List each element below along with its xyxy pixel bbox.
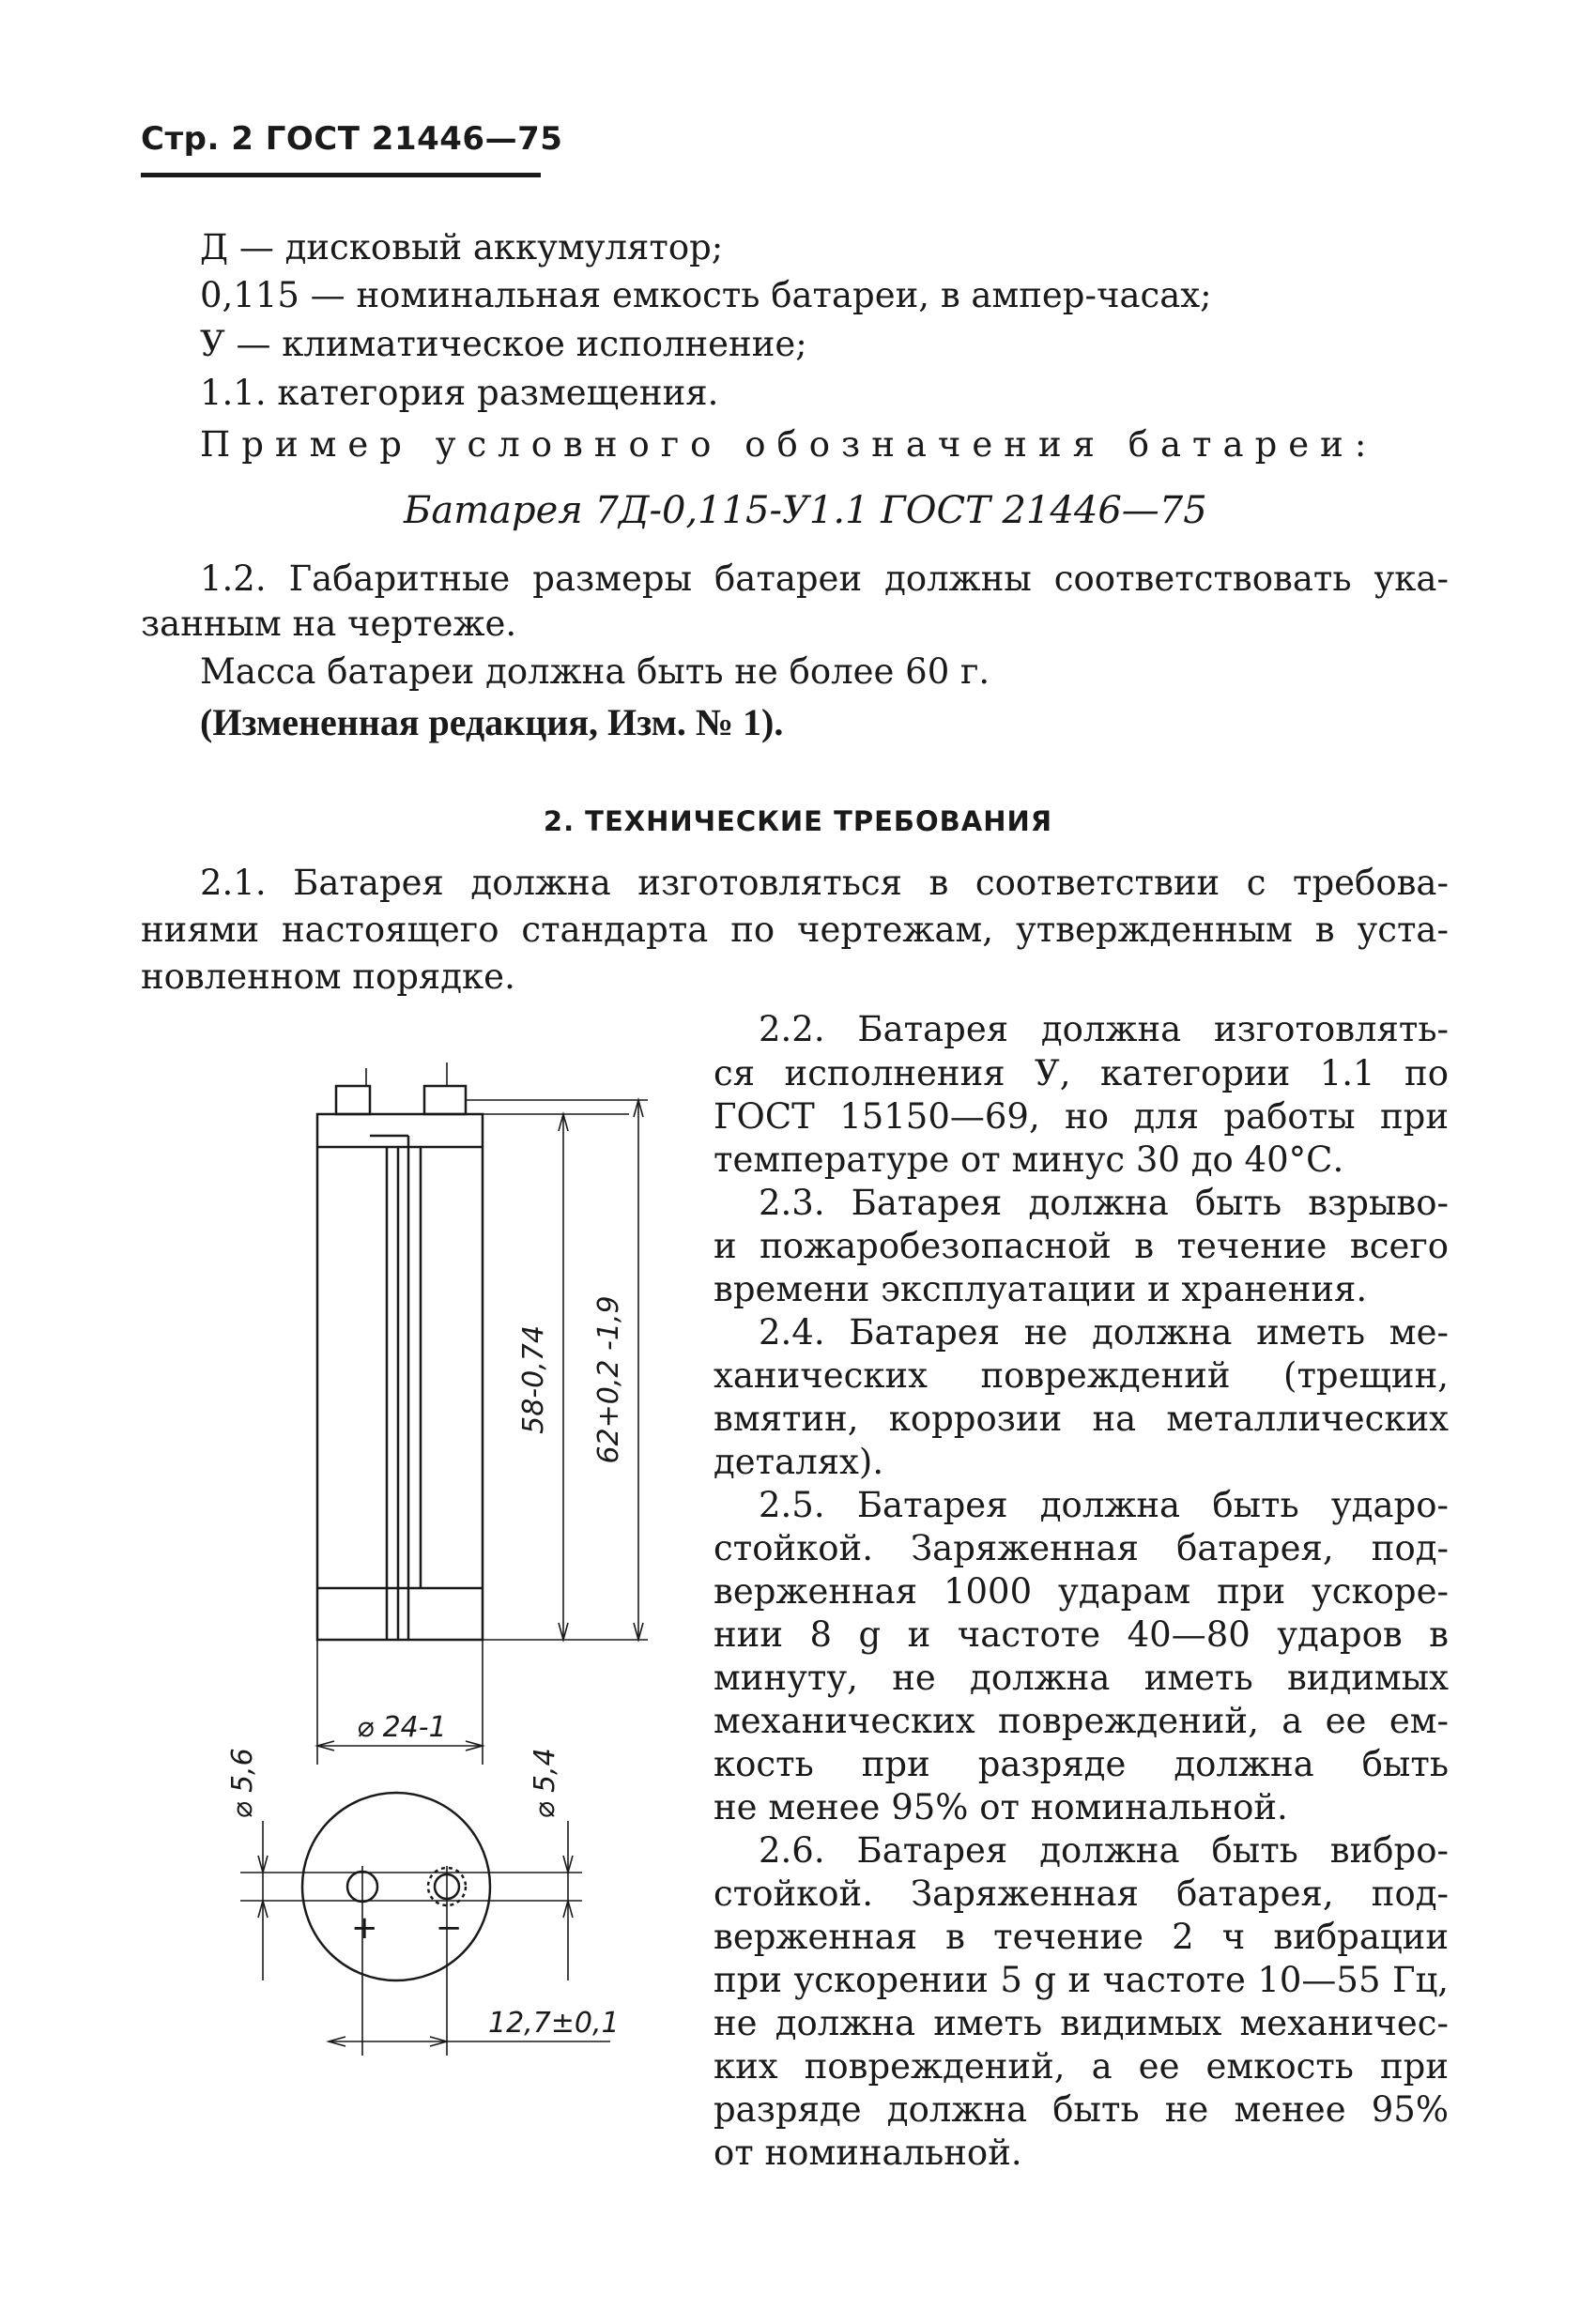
example-designation: Батарея 7Д-0,115-У1.1 ГОСТ 21446—75 — [404, 489, 1207, 532]
plus-sign: + — [351, 1909, 378, 1947]
right-line-0: 2.2. Батарея должна изготовлять- — [759, 1009, 1449, 1049]
right-line-17: кость при разряде должна быть — [714, 1744, 1449, 1784]
dim-d56: ⌀ 5,6 — [226, 1748, 259, 1819]
right-line-19: 2.6. Батарея должна быть вибро- — [759, 1830, 1449, 1871]
right-line-22: при ускорении 5 g и частоте 10—55 Гц, — [714, 1960, 1449, 2000]
page-header: Стр. 2 ГОСТ 21446—75 — [141, 120, 563, 158]
p12-line-1: 1.2. Габаритные размеры батареи должны соответствовать ука- — [200, 558, 1449, 599]
section-title: 2. ТЕХНИЧЕСКИЕ ТРЕБОВАНИЯ — [543, 805, 1053, 837]
right-line-21: верженная в течение 2 ч вибрации — [714, 1917, 1449, 1957]
example-label: Пример условного обозначения батареи: — [200, 424, 1378, 465]
minus-sign: − — [436, 1909, 463, 1947]
left-terminal — [336, 1086, 370, 1114]
right-line-9: вмятин, коррозии на металлических — [714, 1399, 1449, 1439]
dim-diameter: ⌀ 24-1 — [357, 1711, 447, 1744]
right-line-23: не должна иметь видимых механичес- — [714, 2003, 1449, 2043]
right-line-24: ких повреждений, а ее емкость при — [714, 2046, 1449, 2087]
right-line-12: стойкой. Заряженная батарея, под- — [714, 1528, 1449, 1568]
right-line-13: верженная 1000 ударам при ускоре- — [714, 1571, 1449, 1612]
legend-line-capacity: 0,115 — номинальная емкость батареи, в ампер-часах; — [200, 275, 1212, 315]
header-rule — [141, 173, 541, 177]
right-line-15: минуту, не должна иметь видимых — [714, 1658, 1449, 1698]
mass-statement: Масса батареи должна быть не более 60 г. — [200, 651, 990, 692]
dim-spacing: 12,7±0,1 — [488, 2007, 620, 2040]
right-line-4: 2.3. Батарея должна быть взрыво- — [759, 1183, 1449, 1223]
right-line-18: не менее 95% от номинальной. — [714, 1787, 1288, 1827]
right-line-7: 2.4. Батарея не должна иметь ме- — [759, 1312, 1449, 1353]
amendment-note: (Измененная редакция, Изм. № 1). — [200, 701, 784, 743]
p12-line-2: занным на чертеже. — [141, 604, 517, 644]
dim-height-inner: 58-0,74 — [517, 1325, 550, 1434]
top-view-outline — [302, 1793, 490, 1980]
right-line-8: ханических повреждений (трещин, — [714, 1355, 1449, 1396]
legend-line-d: Д — дисковый аккумулятор; — [200, 227, 724, 268]
legend-line-category: 1.1. категория размещения. — [200, 373, 719, 413]
right-line-3: температуре от минус 30 до 40°С. — [714, 1139, 1344, 1180]
right-line-16: механических повреждений, а ее ем- — [714, 1701, 1449, 1741]
right-line-11: 2.5. Батарея должна быть ударо- — [759, 1485, 1449, 1525]
dim-d54: ⌀ 5,4 — [529, 1748, 561, 1819]
right-line-5: и пожаробезопасной в течение всего — [714, 1226, 1449, 1266]
right-line-26: от номинальной. — [714, 2133, 1022, 2173]
right-line-2: ГОСТ 15150—69, но для работы при — [714, 1096, 1449, 1137]
right-line-1: ся исполнения У, категории 1.1 по — [714, 1053, 1449, 1093]
p21-line-1: 2.1. Батарея должна изготовляться в соответствии с требова- — [200, 863, 1449, 903]
right-line-14: нии 8 g и частоте 40—80 ударов в — [714, 1614, 1449, 1655]
dim-height-outer: 62+0,2 -1,9 — [592, 1295, 625, 1464]
right-terminal — [424, 1086, 466, 1114]
right-line-6: времени эксплуатации и хранения. — [714, 1269, 1368, 1309]
battery-body — [317, 1114, 483, 1640]
right-line-20: стойкой. Заряженная батарея, под- — [714, 1873, 1449, 1914]
right-line-10: деталях). — [714, 1442, 884, 1482]
p21-line-3: новленном порядке. — [141, 956, 515, 997]
right-line-25: разряде должна быть не менее 95% — [714, 2089, 1449, 2130]
p21-line-2: ниями настоящего стандарта по чертежам, утвержденным в уста- — [141, 910, 1449, 950]
legend-line-climate: У — климатическое исполнение; — [200, 324, 807, 364]
battery-drawing — [141, 1042, 685, 2093]
